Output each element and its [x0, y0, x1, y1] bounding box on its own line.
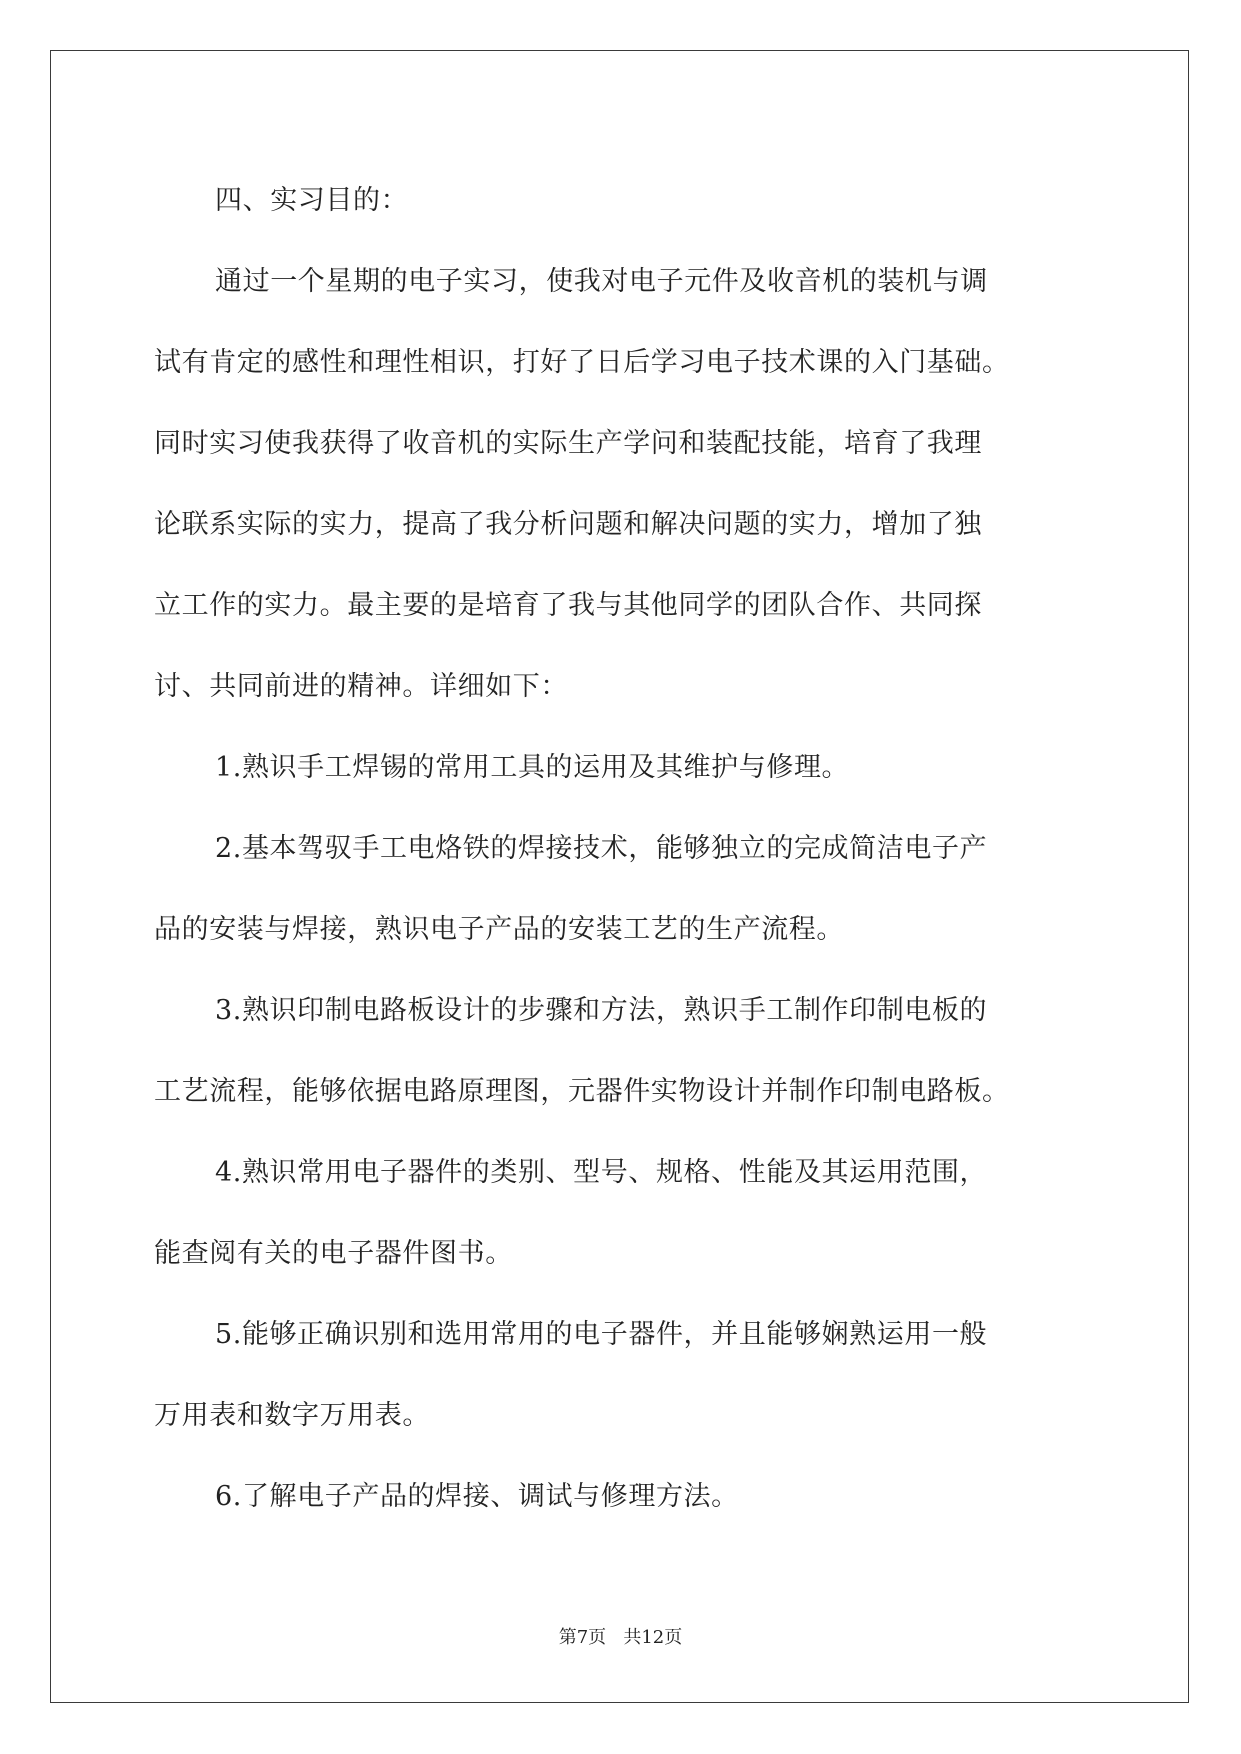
paragraph-line: 讨、共同前进的精神。详细如下：: [154, 671, 568, 702]
list-item-3-continued: 工艺流程，能够依据电路原理图，元器件实物设计并制作印制电路板。: [154, 1076, 1010, 1107]
page-number-footer: 第7页 共12页: [558, 1627, 683, 1648]
list-item-1: 1.熟识手工焊锡的常用工具的运用及其维护与修理。: [215, 752, 850, 783]
paragraph-line: 同时实习使我获得了收音机的实际生产学问和装配技能，培育了我理: [154, 428, 982, 459]
section-heading: 四、实习目的：: [215, 185, 409, 216]
paragraph-line: 试有肯定的感性和理性相识，打好了日后学习电子技术课的入门基础。: [154, 347, 1010, 378]
list-item-3: 3.熟识印制电路板设计的步骤和方法，熟识手工制作印制电板的: [215, 995, 988, 1026]
list-item-4-continued: 能查阅有关的电子器件图书。: [154, 1238, 513, 1269]
list-item-4: 4.熟识常用电子器件的类别、型号、规格、性能及其运用范围，: [215, 1157, 988, 1188]
list-item-5: 5.能够正确识别和选用常用的电子器件，并且能够娴熟运用一般: [215, 1319, 988, 1350]
paragraph-line: 论联系实际的实力，提高了我分析问题和解决问题的实力，增加了独: [154, 509, 982, 540]
list-item-2: 2.基本驾驭手工电烙铁的焊接技术，能够独立的完成简洁电子产: [215, 833, 988, 864]
document-body: [154, 160, 1094, 1537]
list-item-5-continued: 万用表和数字万用表。: [154, 1400, 430, 1431]
list-item-6: 6.了解电子产品的焊接、调试与修理方法。: [215, 1481, 739, 1512]
list-item-2-continued: 品的安装与焊接，熟识电子产品的安装工艺的生产流程。: [154, 914, 844, 945]
paragraph-line: 立工作的实力。最主要的是培育了我与其他同学的团队合作、共同探: [154, 590, 982, 621]
paragraph-line: 通过一个星期的电子实习，使我对电子元件及收音机的装机与调: [215, 266, 988, 297]
